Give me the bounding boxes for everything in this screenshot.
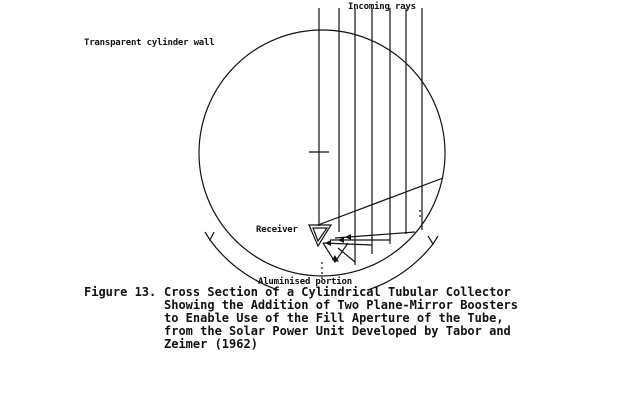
reflected-ray — [318, 178, 443, 225]
aluminised-arc-end-left — [205, 232, 214, 240]
arrowhead — [345, 234, 351, 240]
caption-text: Cross Section of a Cylindrical Tubular Collector Showing the Addition of Two Plane-Mirror Boosters to Enable Use of the Fill Aperture of the Tube, from the Solar Power Unit Developed by Tabor and Zeimer (1962) — [164, 285, 519, 351]
aluminised-arc-end-right — [428, 236, 438, 244]
caption-label: Figure 13. — [84, 285, 157, 299]
receiver-label: Receiver — [256, 225, 298, 235]
cylinder-wall-label: Transparent cylinder wall — [84, 38, 215, 48]
incoming-rays-label: Incoming rays — [348, 2, 416, 12]
aluminised-portion-label: Aluminised portion — [258, 277, 352, 287]
arrowhead — [325, 240, 331, 246]
booster-reflection — [338, 248, 355, 262]
